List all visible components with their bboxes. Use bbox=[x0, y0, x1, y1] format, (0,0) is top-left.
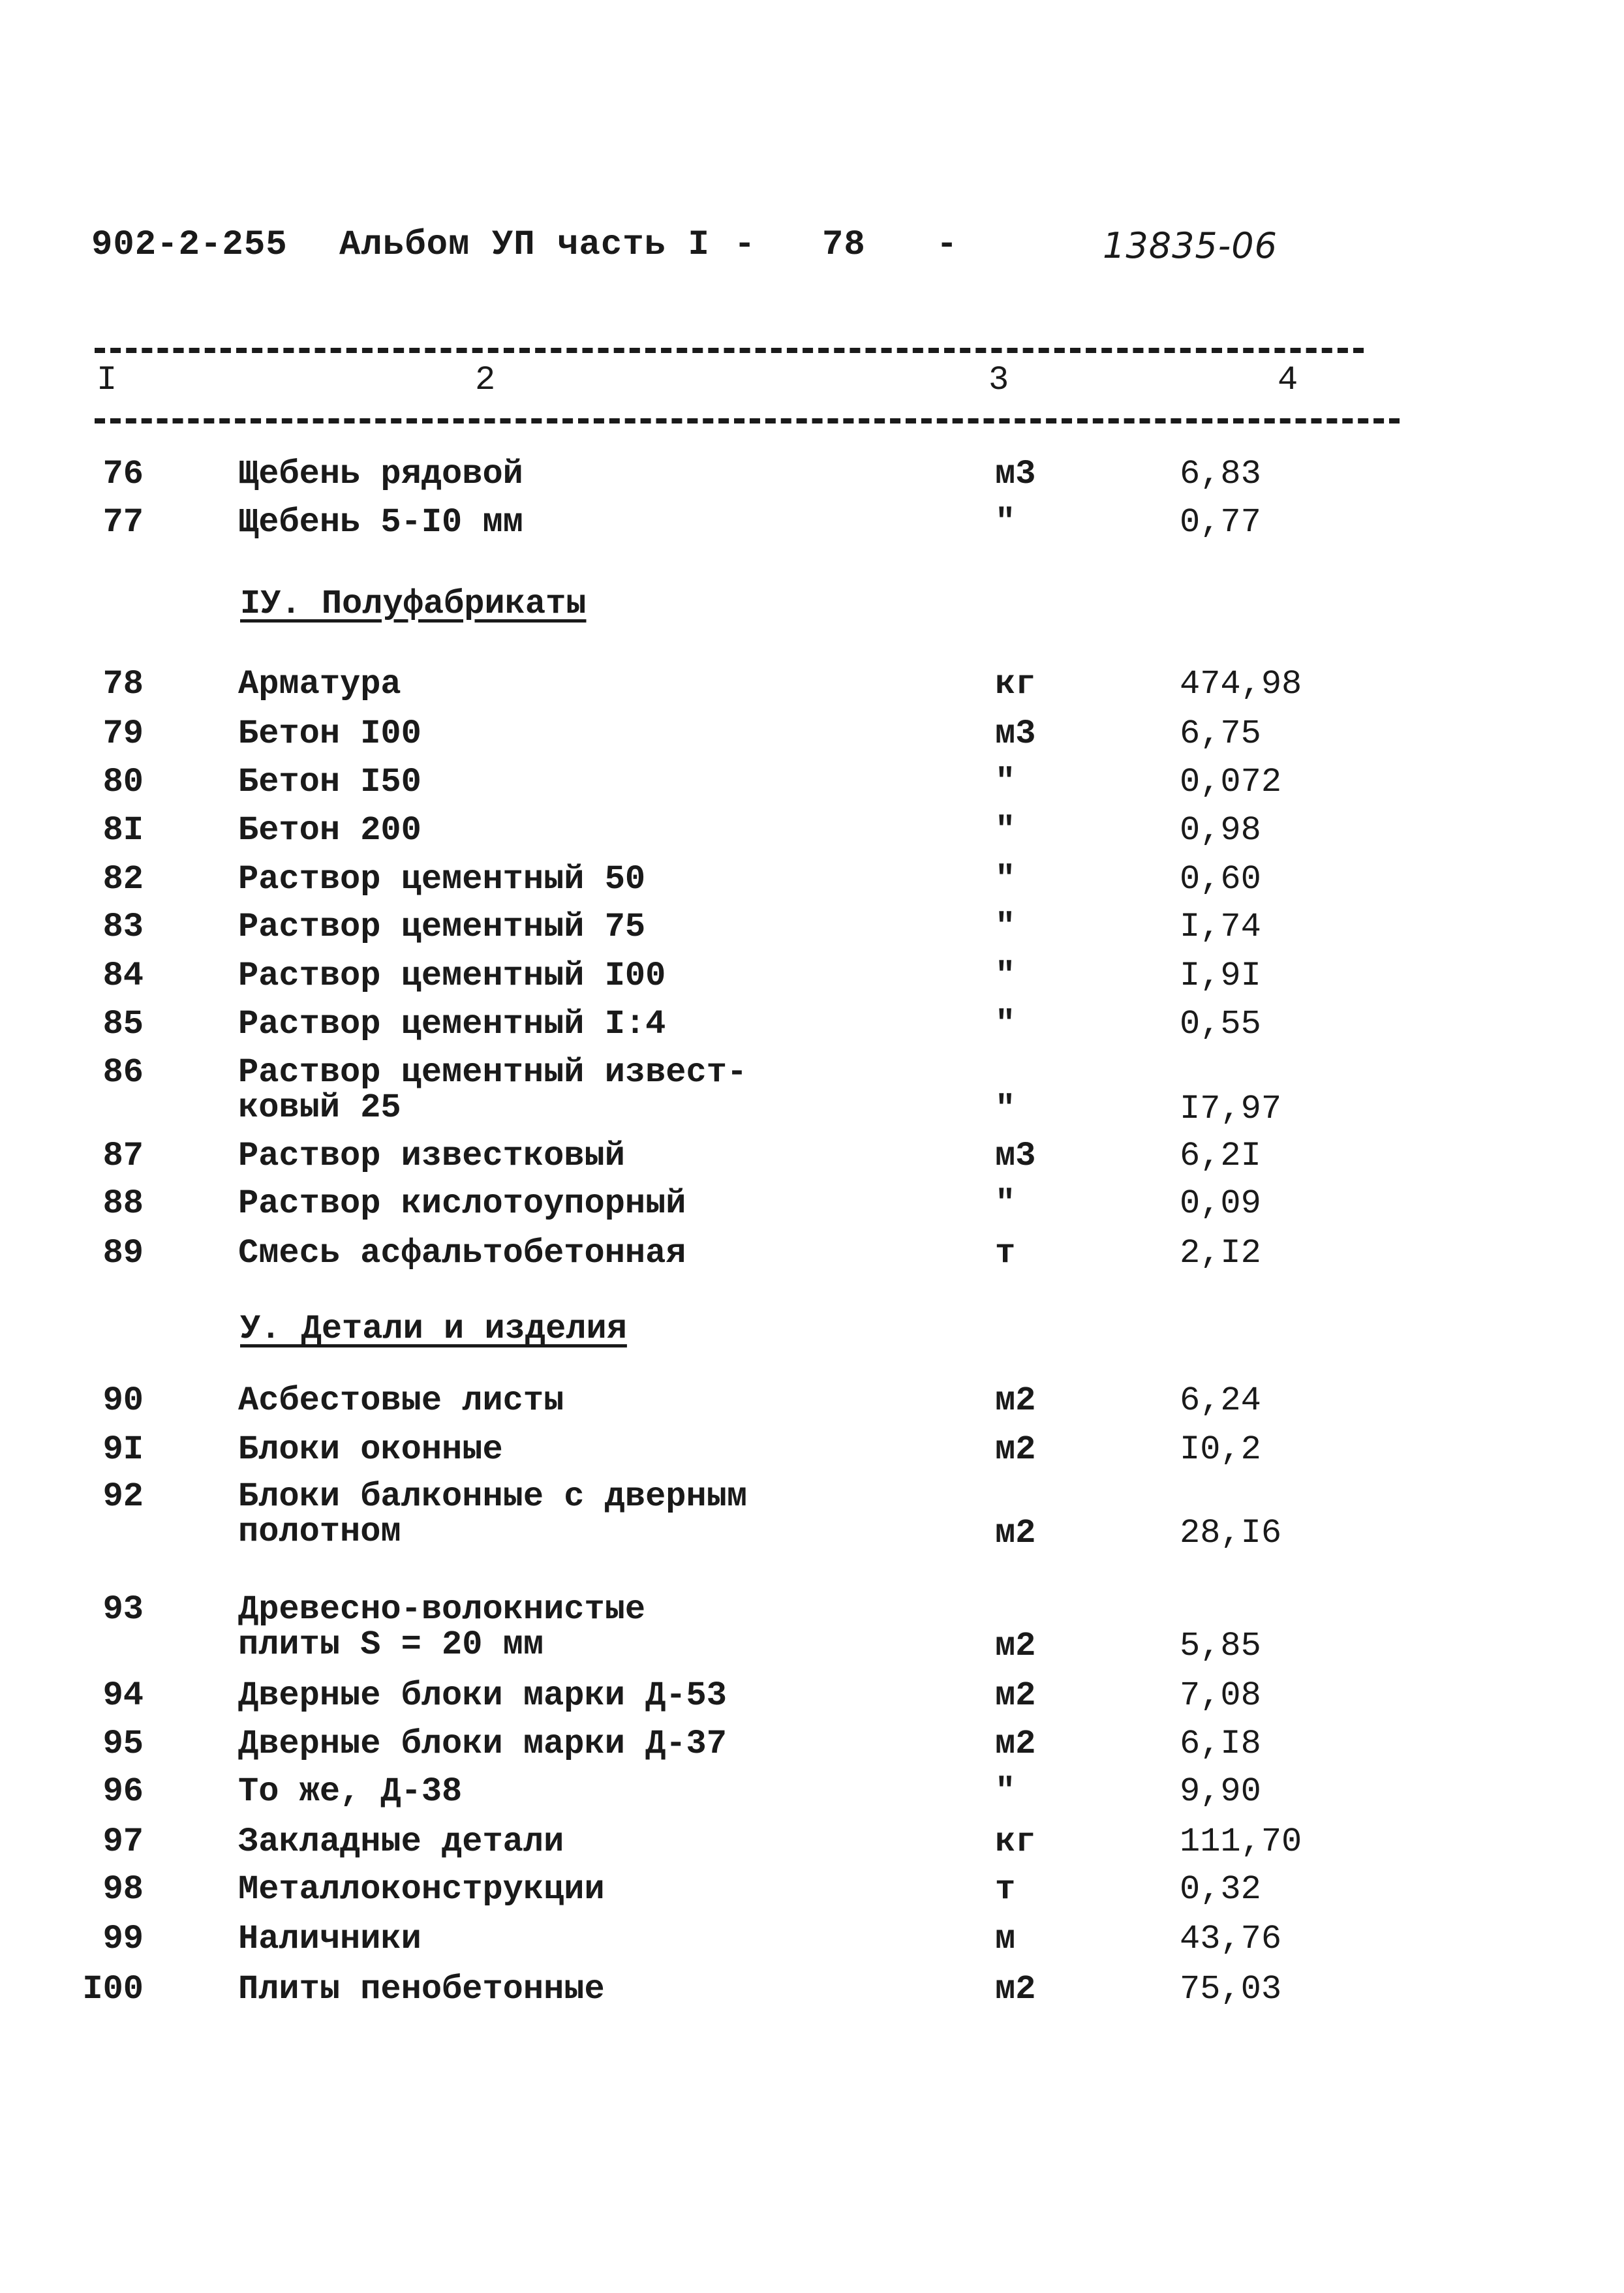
page-number: 78 bbox=[822, 225, 866, 265]
column-header-1: I bbox=[97, 361, 117, 399]
quantity: 6,75 bbox=[1180, 715, 1261, 753]
row-number: 8I bbox=[102, 811, 144, 850]
row-number: 98 bbox=[102, 1870, 144, 1909]
quantity: 6,24 bbox=[1180, 1381, 1261, 1420]
item-name: Бетон I00 bbox=[238, 715, 421, 753]
quantity: 6,2I bbox=[1180, 1137, 1261, 1175]
item-name: Древесно-волокнистые плиты S = 20 мм bbox=[238, 1590, 646, 1664]
quantity: 6,I8 bbox=[1180, 1725, 1261, 1763]
quantity: 28,I6 bbox=[1180, 1514, 1282, 1552]
quantity: I,9I bbox=[1180, 957, 1261, 995]
quantity: I,74 bbox=[1180, 908, 1261, 946]
unit-of-measure: м3 bbox=[995, 1137, 1036, 1175]
item-name: Щебень 5-I0 мм bbox=[238, 503, 523, 542]
unit-of-measure: м2 bbox=[995, 1430, 1036, 1469]
quantity: 75,03 bbox=[1180, 1970, 1282, 2008]
quantity: 7,08 bbox=[1180, 1676, 1261, 1715]
quantity: 0,55 bbox=[1180, 1005, 1261, 1043]
unit-of-measure: " bbox=[995, 908, 1016, 946]
item-name: Смесь асфальтобетонная bbox=[238, 1234, 686, 1272]
row-number: 82 bbox=[102, 860, 144, 899]
row-number: 79 bbox=[102, 715, 144, 753]
section-title: У. Детали и изделия bbox=[240, 1310, 627, 1348]
quantity: 2,I2 bbox=[1180, 1234, 1261, 1272]
quantity: 43,76 bbox=[1180, 1920, 1282, 1958]
row-number: 9I bbox=[102, 1430, 144, 1469]
item-name: Асбестовые листы bbox=[238, 1381, 564, 1420]
row-number: 99 bbox=[102, 1920, 144, 1958]
table-top-rule bbox=[95, 348, 1364, 353]
item-name: То же, Д-38 bbox=[238, 1772, 463, 1811]
item-name: Раствор цементный I00 bbox=[238, 957, 666, 995]
item-name: Плиты пенобетонные bbox=[238, 1970, 605, 2008]
item-name: Раствор цементный I:4 bbox=[238, 1005, 666, 1043]
row-number: 84 bbox=[102, 957, 144, 995]
unit-of-measure: " bbox=[995, 1090, 1016, 1128]
quantity: 0,98 bbox=[1180, 811, 1261, 850]
item-name: Блоки оконные bbox=[238, 1430, 503, 1469]
column-header-3: 3 bbox=[988, 361, 1009, 399]
unit-of-measure: м3 bbox=[995, 455, 1036, 493]
unit-of-measure: " bbox=[995, 1772, 1016, 1811]
unit-of-measure: кг bbox=[995, 665, 1036, 703]
sheet-number: 13835-06 bbox=[1103, 225, 1278, 266]
quantity: 6,83 bbox=[1180, 455, 1261, 493]
row-number: 92 bbox=[102, 1477, 144, 1516]
header-dash: - bbox=[734, 225, 756, 265]
item-name: Раствор известковый bbox=[238, 1137, 625, 1175]
unit-of-measure: " bbox=[995, 503, 1016, 542]
row-number: 77 bbox=[102, 503, 144, 542]
row-number: 95 bbox=[102, 1725, 144, 1763]
quantity: 0,09 bbox=[1180, 1184, 1261, 1223]
row-number: I00 bbox=[82, 1970, 144, 2008]
unit-of-measure: " bbox=[995, 763, 1016, 801]
row-number: 90 bbox=[102, 1381, 144, 1420]
row-number: 85 bbox=[102, 1005, 144, 1043]
row-number: 80 bbox=[102, 763, 144, 801]
item-name: Раствор цементный извест- ковый 25 bbox=[238, 1053, 748, 1127]
item-name: Щебень рядовой bbox=[238, 455, 523, 493]
item-name: Раствор цементный 50 bbox=[238, 860, 646, 899]
quantity: 5,85 bbox=[1180, 1627, 1261, 1665]
album-title: Альбом УП часть I bbox=[339, 225, 710, 265]
header-dash: - bbox=[936, 225, 958, 265]
row-number: 87 bbox=[102, 1137, 144, 1175]
item-name: Дверные блоки марки Д-37 bbox=[238, 1725, 727, 1763]
item-name: Закладные детали bbox=[238, 1823, 564, 1861]
item-name: Дверные блоки марки Д-53 bbox=[238, 1676, 727, 1715]
row-number: 93 bbox=[102, 1590, 144, 1629]
unit-of-measure: " bbox=[995, 957, 1016, 995]
item-name: Бетон 200 bbox=[238, 811, 421, 850]
unit-of-measure: м2 bbox=[995, 1676, 1036, 1715]
unit-of-measure: м2 bbox=[995, 1381, 1036, 1420]
row-number: 86 bbox=[102, 1053, 144, 1092]
unit-of-measure: м3 bbox=[995, 715, 1036, 753]
row-number: 76 bbox=[102, 455, 144, 493]
unit-of-measure: м bbox=[995, 1920, 1016, 1958]
row-number: 78 bbox=[102, 665, 144, 703]
item-name: Блоки балконные с дверным полотном bbox=[238, 1477, 748, 1551]
item-name: Раствор кислотоупорный bbox=[238, 1184, 686, 1223]
quantity: 111,70 bbox=[1180, 1823, 1302, 1861]
document-code: 902-2-255 bbox=[91, 225, 288, 265]
unit-of-measure: " bbox=[995, 1184, 1016, 1223]
unit-of-measure: м2 bbox=[995, 1514, 1036, 1552]
quantity: 474,98 bbox=[1180, 665, 1302, 703]
row-number: 88 bbox=[102, 1184, 144, 1223]
quantity: 0,77 bbox=[1180, 503, 1261, 542]
column-header-2: 2 bbox=[475, 361, 496, 399]
row-number: 94 bbox=[102, 1676, 144, 1715]
column-header-4: 4 bbox=[1278, 361, 1298, 399]
item-name: Бетон I50 bbox=[238, 763, 421, 801]
unit-of-measure: " bbox=[995, 860, 1016, 899]
unit-of-measure: м2 bbox=[995, 1627, 1036, 1665]
unit-of-measure: " bbox=[995, 811, 1016, 850]
unit-of-measure: м2 bbox=[995, 1725, 1036, 1763]
item-name: Раствор цементный 75 bbox=[238, 908, 646, 946]
table-header-rule bbox=[95, 418, 1400, 423]
unit-of-measure: т bbox=[995, 1870, 1016, 1909]
quantity: I7,97 bbox=[1180, 1090, 1282, 1128]
unit-of-measure: м2 bbox=[995, 1970, 1036, 2008]
row-number: 97 bbox=[102, 1823, 144, 1861]
quantity: 0,32 bbox=[1180, 1870, 1261, 1909]
unit-of-measure: " bbox=[995, 1005, 1016, 1043]
quantity: I0,2 bbox=[1180, 1430, 1261, 1469]
unit-of-measure: т bbox=[995, 1234, 1016, 1272]
row-number: 96 bbox=[102, 1772, 144, 1811]
quantity: 9,90 bbox=[1180, 1772, 1261, 1811]
unit-of-measure: кг bbox=[995, 1823, 1036, 1861]
row-number: 89 bbox=[102, 1234, 144, 1272]
quantity: 0,60 bbox=[1180, 860, 1261, 899]
quantity: 0,072 bbox=[1180, 763, 1282, 801]
section-title: IУ. Полуфабрикаты bbox=[240, 585, 587, 623]
item-name: Наличники bbox=[238, 1920, 421, 1958]
item-name: Арматура bbox=[238, 665, 401, 703]
row-number: 83 bbox=[102, 908, 144, 946]
item-name: Металлоконструкции bbox=[238, 1870, 605, 1909]
